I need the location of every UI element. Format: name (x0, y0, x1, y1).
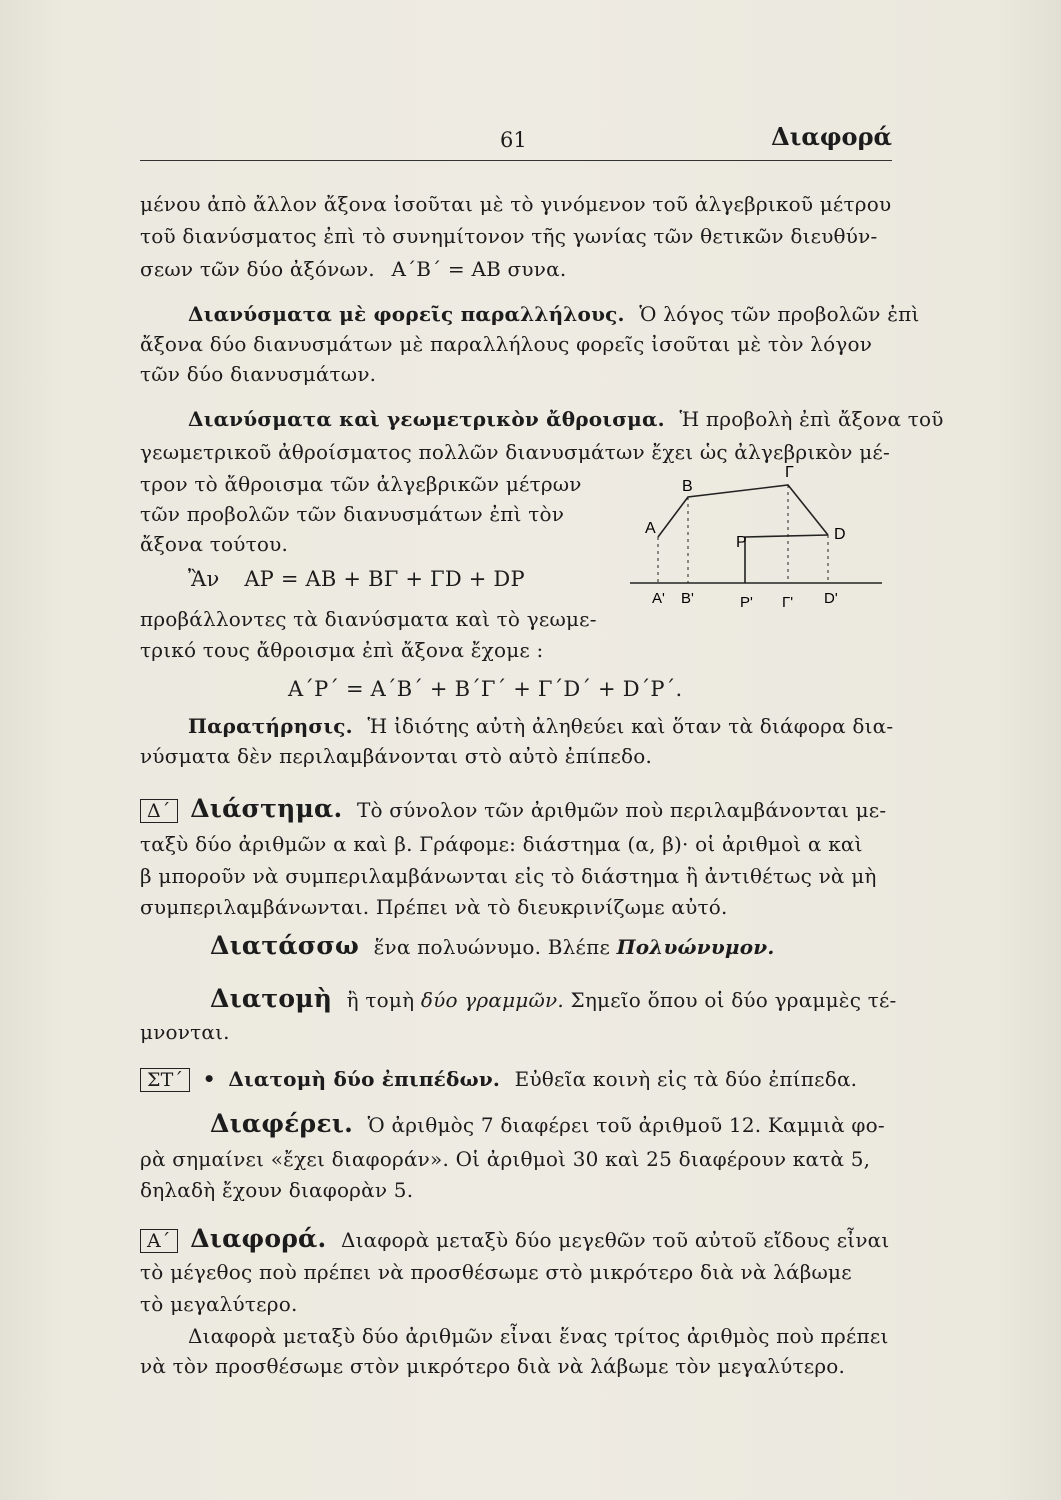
formula: ΑΡ = ΑΒ + ΒΓ + ΓD + DP (244, 567, 525, 591)
proj-label-d: D' (824, 590, 838, 607)
text-line: δηλαδὴ ἔχουν διαφορὰν 5. (140, 1178, 414, 1202)
text-fragment: Ἡ προβολὴ ἐπὶ ἄξονα τοῦ (679, 407, 944, 431)
point-label-p: P (736, 534, 747, 551)
projection-equation: Α΄Ρ΄ = Α΄Β΄ + Β΄Γ΄ + Γ΄D΄ + D΄Ρ΄. (288, 677, 683, 701)
cross-reference[interactable]: Πολυώνυμον. (616, 935, 775, 959)
text-fragment: Διαφορὰ μεταξὺ δύο μεγεθῶν τοῦ αὐτοῦ εἴδους εἶναι (340, 1228, 890, 1252)
entry-diatasso (210, 932, 775, 961)
entry-diastima (140, 795, 886, 824)
text-line: νύσματα δὲν περιλαμβάνονται στὸ αὐτὸ ἐπίπεδο. (140, 744, 653, 768)
entry-term: Διαφέρει. (210, 1109, 353, 1138)
running-title: Διαφορά (771, 122, 892, 151)
entry-term: Διατομὴ δύο ἐπιπέδων. (228, 1067, 501, 1091)
point-label-g: Γ (785, 464, 794, 481)
entry-term: Διαφορά. (190, 1224, 327, 1253)
section-heading: Παρατήρησις. (188, 714, 353, 738)
paragraph-start (188, 405, 944, 433)
text-line: τὸ μεγαλύτερο. (140, 1292, 298, 1316)
text-line: τῶν προβολῶν τῶν διανυσμάτων ἐπὶ τὸν (140, 502, 565, 526)
level-label: Δ΄ (140, 799, 178, 823)
text-line: Διαφορὰ μεταξὺ δύο ἀριθμῶν εἶναι ἕνας τρίτος ἀριθμὸς ποὺ πρέπει (188, 1324, 889, 1348)
text-fragment: Τὸ σύνολον τῶν ἀριθμῶν ποὺ περιλαμβάνονται με- (356, 798, 887, 822)
point-label-d: D (834, 526, 846, 543)
text-line (140, 255, 566, 283)
text-line: ἄξονα δύο διανυσμάτων μὲ παραλλήλους φορεῖς ἰσοῦται μὲ τὸν λόγον (140, 332, 873, 356)
paragraph-start (188, 300, 920, 328)
text-line: ρὰ σημαίνει «ἔχει διαφοράν». Οἱ ἀριθμοὶ 30 καὶ 25 διαφέρουν κατὰ 5, (140, 1147, 871, 1171)
entry-term: Διατάσσω (210, 931, 360, 960)
vector-dp (745, 535, 828, 583)
section-heading: Διανύσματα μὲ φορεῖς παραλλήλους. (188, 302, 625, 326)
page-header (140, 122, 892, 158)
proj-label-p: P' (740, 594, 753, 611)
bullet-icon: • (202, 1067, 216, 1091)
section-heading: Διανύσματα καὶ γεωμετρικὸν ἄθροισμα. (188, 407, 665, 431)
level-label: ΣΤ΄ (140, 1068, 190, 1092)
text-line: συμπεριλαμβάνωνται. Πρέπει νὰ τὸ διευκρινίζωμε αὐτό. (140, 895, 728, 919)
text-fragment: δύο γραμμῶν. (420, 988, 564, 1012)
header-rule (140, 160, 892, 161)
text-fragment: Ὁ λόγος τῶν προβολῶν ἐπὶ (639, 302, 920, 326)
text-line: μνονται. (140, 1020, 230, 1044)
entry-term: Διατομὴ (210, 984, 333, 1013)
text-fragment: Ἂν (188, 567, 220, 591)
text-line: ταξὺ δύο ἀριθμῶν α καὶ β. Γράφομε: διάστημα (α, β)· οἱ ἀριθμοὶ α καὶ (140, 832, 863, 856)
text-fragment: Σημεῖο ὅπου οἱ δύο γραμμὲς τέ- (570, 988, 897, 1012)
text-line: ἄξονα τούτου. (140, 532, 289, 556)
text-fragment: Ἡ ἰδιότης αὐτὴ ἀληθεύει καὶ ὅταν τὰ διάφορα δια- (367, 714, 894, 738)
text-line: τῶν δύο διανυσμάτων. (140, 362, 377, 386)
entry-diaferei (210, 1110, 885, 1139)
text-line: μένου ἀπὸ ἄλλον ἄξονα ἰσοῦται μὲ τὸ γινόμενον τοῦ ἀλγεβρικοῦ μέτρου (140, 192, 892, 216)
proj-label-a: A' (652, 590, 665, 607)
entry-diatomi (210, 985, 896, 1014)
text-fragment: Εὐθεῖα κοινὴ εἰς τὰ δύο ἐπίπεδα. (514, 1067, 858, 1091)
text-line: προβάλλοντες τὰ διανύσματα καὶ τὸ γεωμε- (140, 607, 597, 631)
text-line: τρον τὸ ἄθροισμα τῶν ἀλγεβρικῶν μέτρων (140, 472, 582, 496)
text-line: β μποροῦν νὰ συμπεριλαμβάνωνται εἰς τὸ διάστημα ἢ ἀντιθέτως νὰ μὴ (140, 864, 877, 888)
point-label-a: A (645, 520, 656, 537)
point-label-b: B (682, 478, 693, 495)
proj-label-g: Γ' (782, 594, 794, 611)
level-label: Α΄ (140, 1229, 178, 1253)
text-fragment: Ὁ ἀριθμὸς 7 διαφέρει τοῦ ἀριθμοῦ 12. Καμμιὰ φο- (367, 1113, 885, 1137)
text-fragment: σεων τῶν δύο ἀξόνων. (140, 257, 375, 281)
text-line: τὸ μέγεθος ποὺ πρέπει νὰ προσθέσωμε στὸ μικρότερο διὰ νὰ λάβωμε (140, 1260, 852, 1284)
text-line: τρικό τους ἄθροισμα ἐπὶ ἄξονα ἔχομε : (140, 638, 544, 662)
text-line: τοῦ διανύσματος ἐπὶ τὸ συνημίτονον τῆς γωνίας τῶν θετικῶν διευθύν- (140, 224, 878, 248)
entry-diatomi-epipedon (140, 1065, 857, 1093)
entry-diafora (140, 1225, 889, 1254)
page-number: 61 (500, 128, 527, 152)
formula: Α΄Β΄ = ΑΒ συνα. (391, 257, 567, 281)
text-fragment: ἢ τομὴ (346, 988, 415, 1012)
projection-figure (590, 455, 890, 625)
text-line: νὰ τὸν προσθέσωμε στὸν μικρότερο διὰ νὰ λάβωμε τὸν μεγαλύτερο. (140, 1354, 846, 1378)
entry-term: Διάστημα. (190, 794, 343, 823)
text-fragment: ἕνα πολυώνυμο. Βλέπε (373, 935, 611, 959)
vector-equation (188, 565, 525, 593)
paragraph-start (188, 712, 893, 740)
text-line: γεωμετρικοῦ ἀθροίσματος πολλῶν διανυσμάτων ἔχει ὡς ἀλγεβρικὸν μέ- (140, 440, 890, 464)
proj-label-b: B' (681, 590, 694, 607)
